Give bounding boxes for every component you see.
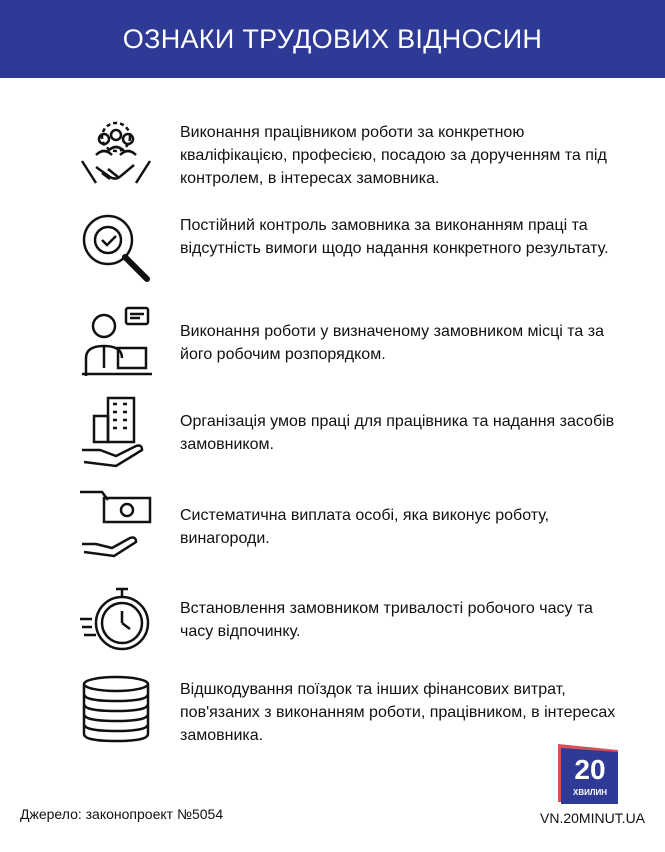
page-title: ОЗНАКИ ТРУДОВИХ ВІДНОСИН — [122, 23, 543, 54]
item-text: Виконання роботи у визначеному замовником місці та за його робочим розпорядком. — [180, 323, 604, 363]
item-text: Встановлення замовником тривалості робочого часу та часу відпочинку. — [180, 600, 593, 640]
source-note: Джерело: законопроект №5054 — [20, 806, 224, 822]
site-url[interactable]: VN.20MINUT.UA — [540, 810, 646, 826]
coins-stack-icon — [78, 674, 154, 750]
stopwatch-icon — [78, 583, 154, 659]
item-text: Відшкодування поїздок та інших фінансових витрат, пов'язаних з виконанням роботи, працівником, в інтересах замовника. — [180, 681, 616, 744]
header-banner — [0, 0, 665, 78]
logo-number: 20 — [574, 754, 606, 785]
worker-desk-icon — [78, 306, 154, 382]
building-hand-icon — [78, 394, 154, 470]
logo-word: ХВИЛИН — [572, 788, 607, 797]
item-text: Систематична виплата особі, яка виконує роботу, винагороди. — [180, 507, 550, 547]
money-hand-icon — [78, 488, 154, 564]
team-handshake-icon — [78, 117, 154, 193]
magnifier-check-icon — [78, 210, 154, 286]
brand-logo — [558, 744, 618, 804]
item-text: Організація умов праці для працівника та надання засобів замовником. — [180, 413, 615, 453]
item-text: Виконання працівником роботи за конкретною кваліфікацією, професією, посадою за дорученням та під контролем, в інтересах замовника. — [180, 124, 607, 187]
item-text: Постійний контроль замовника за виконанням праці та відсутність вимоги щодо надання конкретного результату. — [180, 217, 609, 257]
